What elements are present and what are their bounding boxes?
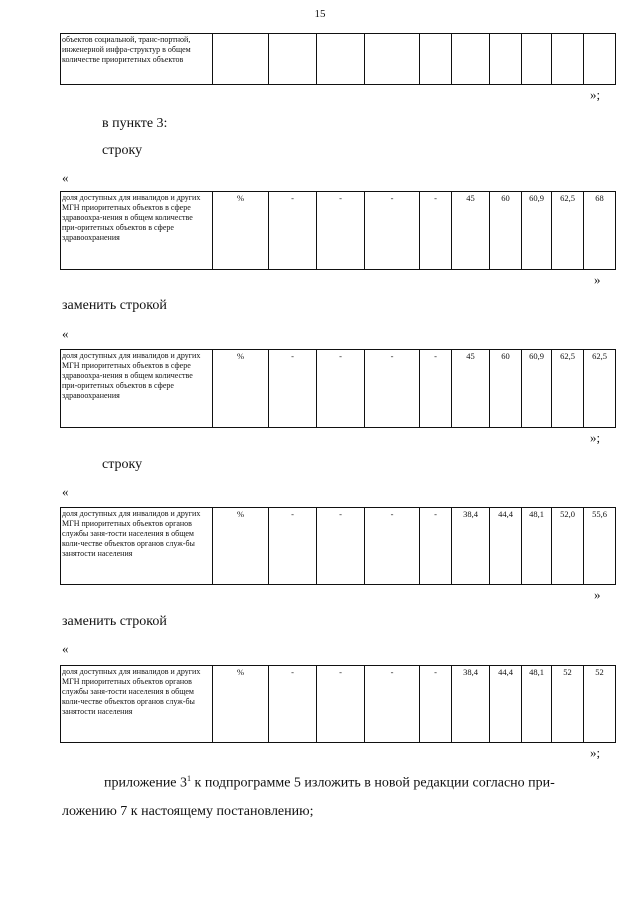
closing-quote: » bbox=[594, 272, 601, 287]
value-cell: 62,5 bbox=[552, 350, 584, 428]
value-cell: 60,9 bbox=[522, 350, 552, 428]
table-row bbox=[61, 666, 616, 743]
value-cell bbox=[490, 34, 522, 85]
table-row-new-health bbox=[60, 349, 616, 428]
table-row bbox=[61, 350, 616, 428]
value-cell: 45 bbox=[452, 192, 490, 270]
value-cell: - bbox=[420, 192, 452, 270]
indicator-name: доля доступных для инвалидов и других МГН приоритетных объектов органов службы заня-тости населения в общем коли-честве объектов органов служ-бы занятости населения bbox=[61, 666, 213, 743]
opening-quote: « bbox=[62, 170, 69, 185]
table-row-old-employment bbox=[60, 507, 616, 585]
final-paragraph bbox=[62, 765, 610, 826]
unit-cell: % bbox=[213, 666, 269, 743]
page-number: 15 bbox=[314, 8, 326, 20]
value-cell: 48,1 bbox=[522, 508, 552, 585]
value-cell: - bbox=[365, 350, 420, 428]
unit-cell: % bbox=[213, 350, 269, 428]
opening-quote: « bbox=[62, 641, 69, 656]
value-cell: 45 bbox=[452, 350, 490, 428]
value-cell bbox=[317, 34, 365, 85]
indicator-name: объектов социальной, транс-портной, инженерной инфра-структур в общем количестве приоритетных объектов bbox=[61, 34, 213, 85]
value-cell: - bbox=[269, 666, 317, 743]
value-cell: 60,9 bbox=[522, 192, 552, 270]
value-cell: 48,1 bbox=[522, 666, 552, 743]
value-cell: - bbox=[420, 350, 452, 428]
final-line-1 bbox=[62, 765, 610, 798]
value-cell bbox=[552, 34, 584, 85]
value-cell: 44,4 bbox=[490, 666, 522, 743]
closing-quote: »; bbox=[590, 87, 601, 102]
value-cell bbox=[584, 34, 616, 85]
value-cell: 62,5 bbox=[584, 350, 616, 428]
value-cell bbox=[213, 34, 269, 85]
table-row bbox=[61, 508, 616, 585]
final-line-2: ложению 7 к настоящему постановлению; bbox=[62, 803, 314, 819]
value-cell: 52 bbox=[552, 666, 584, 743]
paragraph-replace: заменить строкой bbox=[62, 614, 167, 629]
value-cell: - bbox=[365, 666, 420, 743]
final-text: приложение 3 bbox=[104, 775, 188, 791]
closing-quote: »; bbox=[590, 430, 601, 445]
final-text: к подпрограмме 5 изложить в новой редакции согласно при- bbox=[191, 775, 555, 791]
value-cell bbox=[269, 34, 317, 85]
value-cell: - bbox=[317, 666, 365, 743]
value-cell: - bbox=[269, 508, 317, 585]
value-cell: 44,4 bbox=[490, 508, 522, 585]
paragraph-replace: заменить строкой bbox=[62, 298, 167, 313]
value-cell bbox=[420, 34, 452, 85]
value-cell: 60 bbox=[490, 192, 522, 270]
value-cell: - bbox=[269, 350, 317, 428]
indicator-name: доля доступных для инвалидов и других МГН приоритетных объектов в сфере здравоохра-нения в общем количестве при-оритетных объектов в сфере здравоохранения bbox=[61, 192, 213, 270]
value-cell: - bbox=[420, 666, 452, 743]
value-cell: - bbox=[269, 192, 317, 270]
value-cell: - bbox=[365, 192, 420, 270]
value-cell: 55,6 bbox=[584, 508, 616, 585]
value-cell: - bbox=[365, 508, 420, 585]
indicator-name: доля доступных для инвалидов и других МГН приоритетных объектов в сфере здравоохра-нения в общем количестве при-оритетных объектов в сфере здравоохранения bbox=[61, 350, 213, 428]
indicator-name: доля доступных для инвалидов и других МГН приоритетных объектов органов службы заня-тости населения в общем коли-честве объектов органов служ-бы занятости населения bbox=[61, 508, 213, 585]
table-row bbox=[61, 192, 616, 270]
paragraph-item3: в пункте 3: bbox=[102, 116, 168, 131]
superscript: 1 bbox=[187, 774, 192, 783]
table-row-old-health bbox=[60, 191, 616, 270]
opening-quote: « bbox=[62, 326, 69, 341]
paragraph-stroku: строку bbox=[102, 457, 143, 472]
value-cell: 38,4 bbox=[452, 508, 490, 585]
value-cell: 60 bbox=[490, 350, 522, 428]
opening-quote: « bbox=[62, 484, 69, 499]
value-cell: 68 bbox=[584, 192, 616, 270]
value-cell bbox=[365, 34, 420, 85]
value-cell bbox=[522, 34, 552, 85]
value-cell: - bbox=[317, 350, 365, 428]
value-cell: - bbox=[317, 508, 365, 585]
value-cell: 52 bbox=[584, 666, 616, 743]
value-cell: 38,4 bbox=[452, 666, 490, 743]
value-cell: - bbox=[420, 508, 452, 585]
value-cell bbox=[452, 34, 490, 85]
closing-quote: » bbox=[594, 587, 601, 602]
value-cell: 52,0 bbox=[552, 508, 584, 585]
value-cell: 62,5 bbox=[552, 192, 584, 270]
unit-cell: % bbox=[213, 192, 269, 270]
table-row bbox=[61, 34, 616, 85]
value-cell: - bbox=[317, 192, 365, 270]
closing-quote: »; bbox=[590, 745, 601, 760]
paragraph-stroku: строку bbox=[102, 143, 143, 158]
table-continuation bbox=[60, 33, 616, 85]
unit-cell: % bbox=[213, 508, 269, 585]
table-row-new-employment bbox=[60, 665, 616, 743]
